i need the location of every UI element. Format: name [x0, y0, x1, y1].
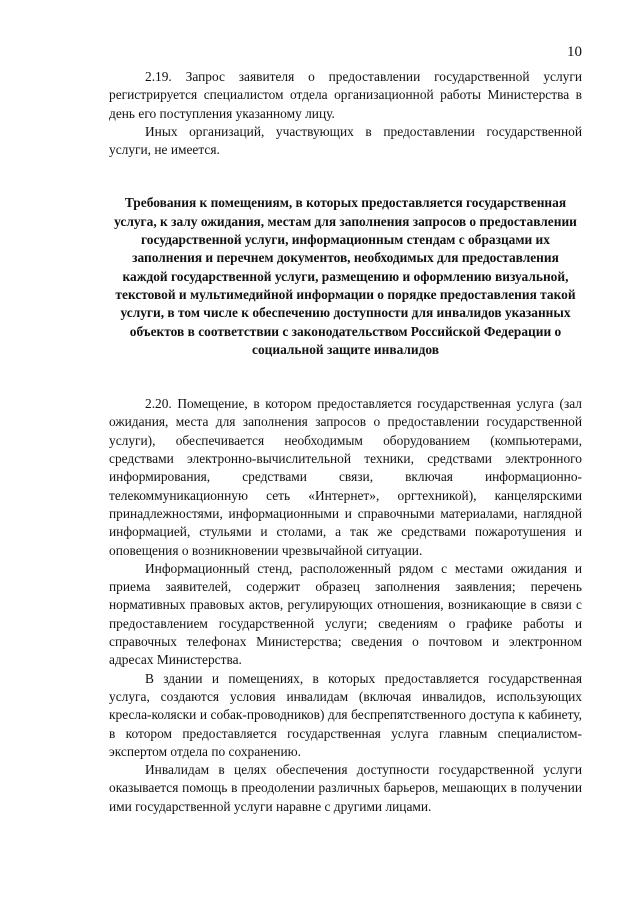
paragraph-2-19: 2.19. Запрос заявителя о предоставлении государственной услуги регистрируется специалистом отдела организационной работы Министерства в день его поступления указанному лицу.: [109, 69, 582, 121]
section-spacer: [109, 359, 582, 395]
paragraph-information-stand: Информационный стенд, расположенный рядом с местами ожидания и приема заявителей, содержит образец заполнения заявления; перечень нормативных правовых актов, регулирующих отношения, возникающие в связи с предоставлением государственной услуги; сведениям о графике работы и справочных телефонах Министерства; сведения о почтовом и электронном адресах Министерства.: [109, 560, 582, 668]
paragraph-assistance-to-disabled: Инвалидам в целях обеспечения доступности государственной услуги оказывается помощь в преодолении различных барьеров, мешающих в получении ими государственной услуги наравне с другими лицами.: [109, 762, 582, 814]
paragraph-no-other-organizations: Иных организаций, участвующих в предоставлении государственной услуги, не имеется.: [109, 123, 582, 158]
paragraph-2-20: 2.20. Помещение, в котором предоставляется государственная услуга (зал ожидания, места для заполнения запросов о предоставлении государственной услуги), обеспечивается необходимым оборудованием (компьютерами, средствами электронно-вычислительной техники, средствами электронного информирования, средствами связи, включая информационно-телекоммуникационную сеть «Интернет», оргтехникой), канцелярскими принадлежностями, информационными и справочными материалами, наглядной информацией, стульями и столами, а так же средствами пожаротушения и оповещения о возникновении чрезвычайной ситуации.: [109, 396, 582, 558]
document-body: [109, 68, 582, 816]
page-number: 10: [567, 44, 582, 60]
paragraph-accessibility-conditions: В здании и помещениях, в которых предоставляется государственная услуга, создаются условия инвалидам (включая инвалидов, использующих кресла-коляски и собак-проводников) для беспрепятственного доступа к кабинету, в котором предоставляется государственная услуга главным специалистом-экспертом отдела по сохранению.: [109, 670, 582, 759]
section-heading: Требования к помещениям, в которых предоставляется государственная услуга, к залу ожидания, местам для заполнения запросов о предоставлении государственной услуги, информационным стендам с образцами их заполнения и перечнем документов, необходимых для предоставления каждой государственной услуги, размещению и оформлению визуальной, текстовой и мультимедийной информации о порядке предоставления такой услуги, в том числе к обеспечению доступности для инвалидов указанных объектов в соответствии с законодательством Российской Федерации о социальной защите инвалидов: [114, 195, 577, 357]
